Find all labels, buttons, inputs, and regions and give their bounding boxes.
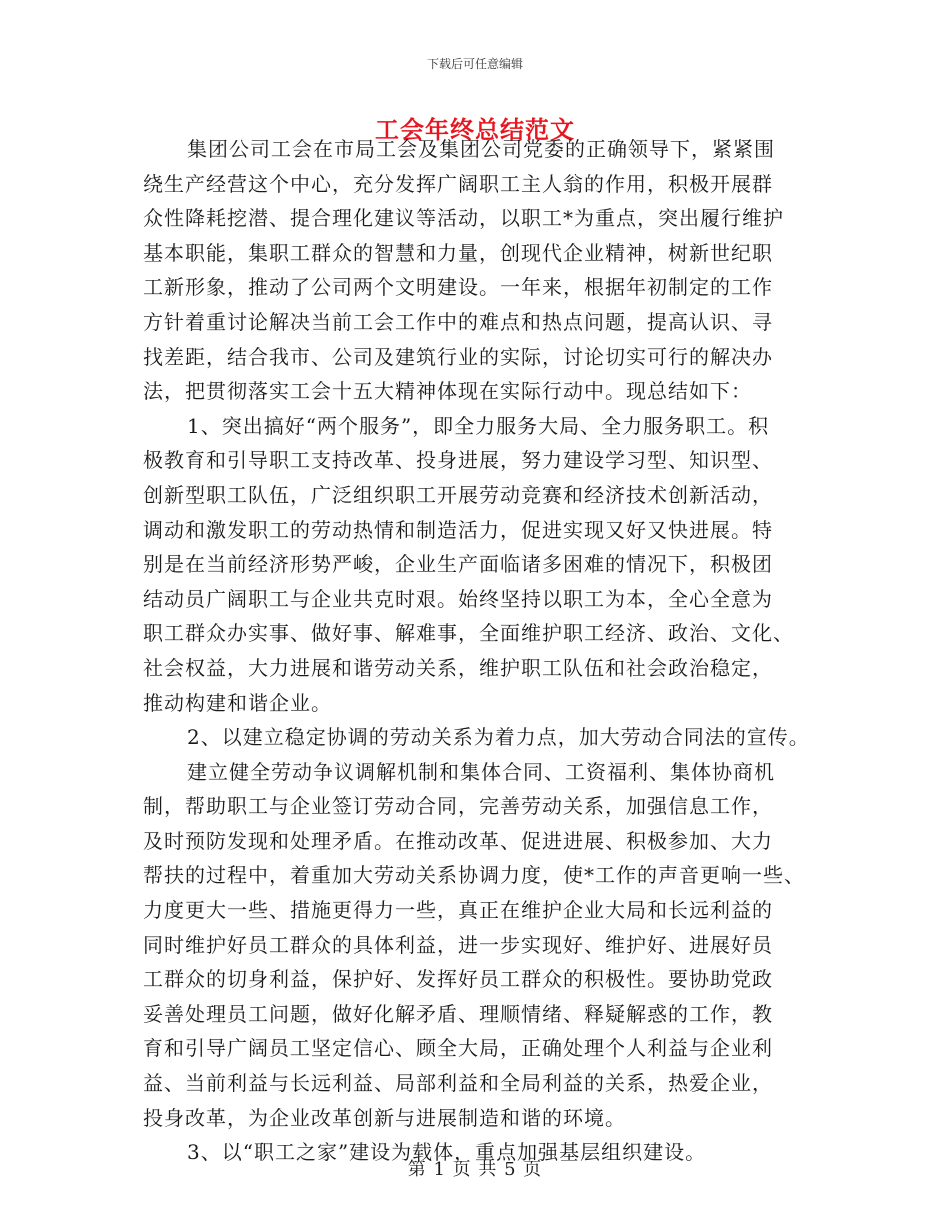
text-line: 益、当前利益与长远利益、局部利益和全局利益的关系，热爱企业， <box>143 1071 773 1096</box>
text-line: 别是在当前经济形势严峻，企业生产面临诸多困难的情况下，积极团 <box>143 552 773 577</box>
text-line: 方针着重讨论解决当前工会工作中的难点和热点问题，提高认识、寻 <box>143 309 773 334</box>
document-body <box>143 132 823 1170</box>
text-line: 同时维护好员工群众的具体利益，进一步实现好、维护好、进展好员 <box>143 932 773 957</box>
header-note: 下载后可任意编辑 <box>426 57 523 71</box>
text-line: 推动构建和谐企业。 <box>143 690 332 715</box>
text-line: 育和引导广阔员工坚定信心、顾全大局，正确处理个人利益与企业利 <box>143 1036 773 1061</box>
text-line: 众性降耗挖潜、提合理化建议等活动，以职工*为重点，突出履行维护 <box>143 206 784 231</box>
text-line: 绕生产经营这个中心，充分发挥广阔职工主人翁的作用，积极开展群 <box>143 171 773 196</box>
text-line: 投身改革，为企业改革创新与进展制造和谐的环境。 <box>143 1105 626 1130</box>
text-line: 帮扶的过程中，着重加大劳动关系协调力度，使*工作的声音更响一些、 <box>143 863 805 888</box>
text-line: 结动员广阔职工与企业共克时艰。始终坚持以职工为本，全心全意为 <box>143 586 773 611</box>
text-line: 集团公司工会在市局工会及集团公司党委的正确领导下，紧紧围 <box>187 137 775 161</box>
text-line: 调动和激发职工的劳动热情和制造活力，促进实现又好又快进展。特 <box>143 517 773 542</box>
text-line: 妥善处理员工问题，做好化解矛盾、理顺情绪、释疑解惑的工作，教 <box>143 1001 773 1026</box>
document-title: 工会年终总结范文 <box>375 115 575 144</box>
text-line: 社会权益，大力进展和谐劳动关系，维护职工队伍和社会政治稳定， <box>143 655 773 680</box>
text-line: 2、以建立稳定协调的劳动关系为着力点，加大劳动合同法的宣传。 <box>187 725 810 750</box>
text-line: 工群众的切身利益，保护好、发挥好员工群众的积极性。要协助党政 <box>143 967 773 992</box>
text-line: 极教育和引导职工支持改革、投身进展，努力建设学习型、知识型、 <box>143 448 773 473</box>
text-line: 3、以“职工之家”建设为载体，重点加强基层组织建设。 <box>187 1140 707 1165</box>
text-line: 制，帮助职工与企业签订劳动合同，完善劳动关系，加强信息工作， <box>143 794 773 819</box>
text-line: 职工群众办实事、做好事、解难事，全面维护职工经济、政治、文化、 <box>143 621 794 646</box>
text-line: 及时预防发现和处理矛盾。在推动改革、促进进展、积极参加、大力 <box>143 828 773 853</box>
page-number: 第 1 页 共 5 页 <box>407 1159 543 1180</box>
text-line: 创新型职工队伍，广泛组织职工开展劳动竞赛和经济技术创新活动， <box>143 482 773 507</box>
text-line: 建立健全劳动争议调解机制和集体合同、工资福利、集体协商机 <box>187 759 775 784</box>
text-line: 找差距，结合我市、公司及建筑行业的实际，讨论切实可行的解决办 <box>143 344 773 369</box>
text-line: 法，把贯彻落实工会十五大精神体现在实际行动中。现总结如下： <box>143 379 752 404</box>
text-line: 力度更大一些、措施更得力一些，真正在维护企业大局和长远利益的 <box>143 898 773 923</box>
text-line: 基本职能，集职工群众的智慧和力量，创现代企业精神，树新世纪职 <box>143 240 773 265</box>
text-line: 1、突出搞好“两个服务”，即全力服务大局、全力服务职工。积 <box>187 413 770 438</box>
text-line: 工新形象，推动了公司两个文明建设。一年来，根据年初制定的工作 <box>143 275 773 300</box>
